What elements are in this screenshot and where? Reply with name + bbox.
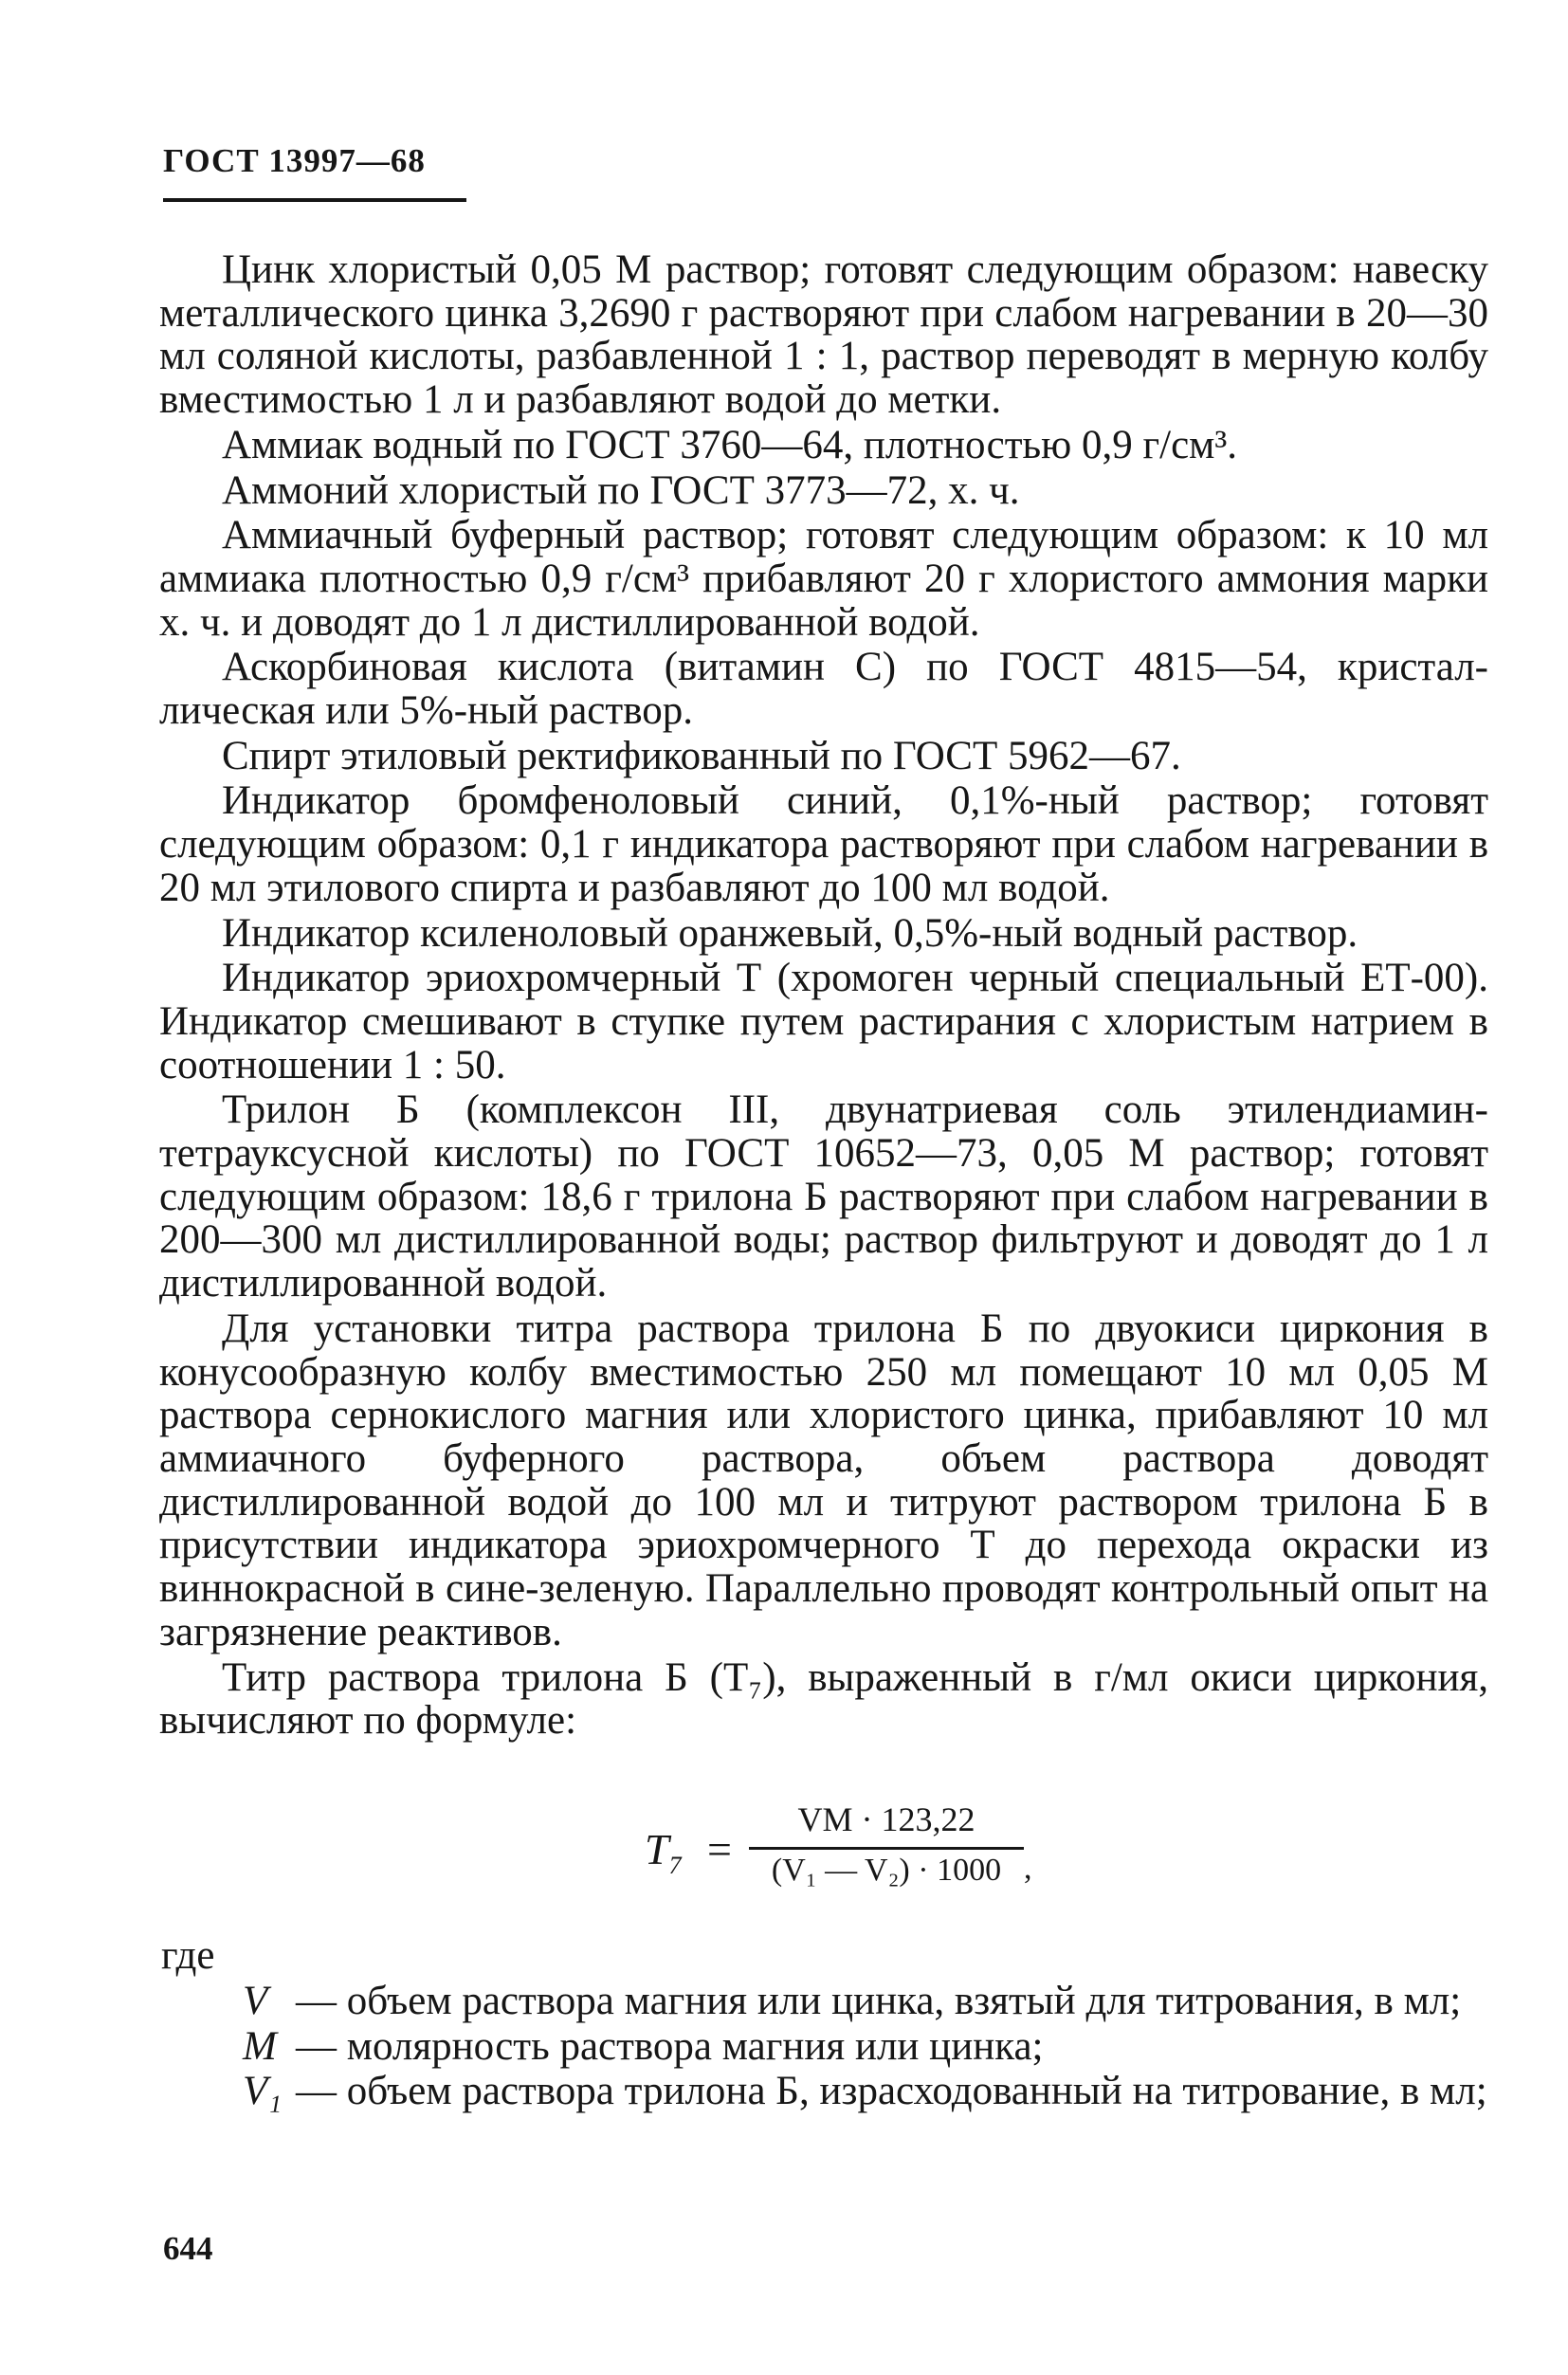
definition-row <box>243 2070 1488 2113</box>
paragraph-zinc-chloride: Цинк хлористый 0,05 М раствор; готовят следующим образом: навеску металлического цинка 3,2690 г растворяют при слабом нагревании в 20—30 мл соляной кислоты, разбавленной 1 : 1, раствор переводят в мерную колбу вместимостью 1 л и разбавляют водой до метки. <box>159 247 1488 423</box>
formula-equals: = <box>707 1825 732 1873</box>
definition-text: — объем раствора магния или цинка, взятый для титрования, в мл; <box>296 1979 1462 2023</box>
paragraph-bromophenol-blue: Индикатор бромфеноловый синий, 0,1%-ный раствор; готовят следующим образом: 0,1 г индикатора растворяют при слабом нагревании в 20 мл этилового спирта и разбавляют до 100 мл водой. <box>159 778 1488 910</box>
paragraph-eriochrome-black: Индикатор эриохромчерный Т (хромоген черный специальный ЕТ-00). Индикатор смешивают в ступке путем растирания с хлористым натрием в соотношении 1 : 50. <box>159 956 1488 1087</box>
header-underline <box>163 198 466 202</box>
formula-fraction-bar <box>749 1847 1024 1850</box>
paragraph-ammonia: Аммиак водный по ГОСТ 3760—64, плотностью 0,9 г/см³. <box>222 422 1238 467</box>
where-label: где <box>161 1933 215 1978</box>
definition-symbol: V₁ <box>243 2069 283 2114</box>
body-text <box>159 248 1488 1745</box>
paragraph-ethyl-alcohol: Спирт этиловый ректификованный по ГОСТ 5962—67. <box>222 733 1181 778</box>
formula-numerator: VM · 123,22 <box>797 1800 975 1838</box>
definition-row <box>243 1980 1488 2023</box>
variable-definitions <box>243 1980 1488 2115</box>
paragraph-titer-formula-intro: Титр раствора трилона Б (T₇), выраженный в г/мл окиси циркония, вычисляют по формуле: <box>159 1654 1488 1744</box>
definition-symbol: M <box>243 2023 277 2069</box>
paragraph-trilon-b: Трилон Б (комплексон III, двунатриевая соль этилендиаминтетрауксусной кислоты) по ГОСТ 10652—73, 0,05 М раствор; готовят следующим образом: 18,6 г трилона Б растворяют при слабом нагревании в 200—300 мл дистиллированной воды; раствор фильтруют и доводят до 1 л дистиллированной водой. <box>159 1087 1488 1306</box>
paragraph-ammonium-chloride: Аммоний хлористый по ГОСТ 3773—72, х. ч. <box>222 467 1020 513</box>
paragraph-ascorbic-acid: Аскорбиновая кислота (витамин С) по ГОСТ 4815—54, кристаллическая или 5%-ный раствор. <box>159 645 1488 734</box>
formula-denominator: (V₁ — V₂) · 1000 <box>771 1853 1002 1888</box>
definition-text: — молярность раствора магния или цинка; <box>296 2023 1044 2069</box>
definition-symbol: V <box>243 1979 268 2023</box>
formula-lhs: $T_7$ <box>645 1825 682 1880</box>
formula-trailing-comma: , <box>1024 1851 1032 1886</box>
titer-formula <box>645 1800 1043 1904</box>
page-number: 644 <box>163 2230 213 2267</box>
definition-row <box>243 2025 1488 2069</box>
paragraph-xylenol-orange: Индикатор ксиленоловый оранжевый, 0,5%-ный водный раствор. <box>222 910 1358 956</box>
document-header: ГОСТ 13997—68 <box>163 142 426 179</box>
paragraph-titer-setup: Для установки титра раствора трилона Б по двуокиси циркония в конусообразную колбу вместимостью 250 мл помещают 10 мл 0,05 М раствора сернокислого магния или хлористого цинка, прибавляют 10 мл аммиачного буферного раствора, объем раствора доводят дистиллированной водой до 100 мл и титруют раствором трилона Б в присутствии индикатора эриохромчерного Т до перехода окраски из виннокрасной в сине-зеленую. Параллельно проводят контрольный опыт на загрязнение реактивов. <box>159 1306 1488 1654</box>
definition-text: — объем раствора трилона Б, израсходованный на титрование, в мл; <box>296 2069 1487 2114</box>
paragraph-buffer-solution: Аммиачный буферный раствор; готовят следующим образом: к 10 мл аммиака плотностью 0,9 г/см³ прибавляют 20 г хлористого аммония марки х. ч. и доводят до 1 л дистиллированной водой. <box>159 513 1488 645</box>
